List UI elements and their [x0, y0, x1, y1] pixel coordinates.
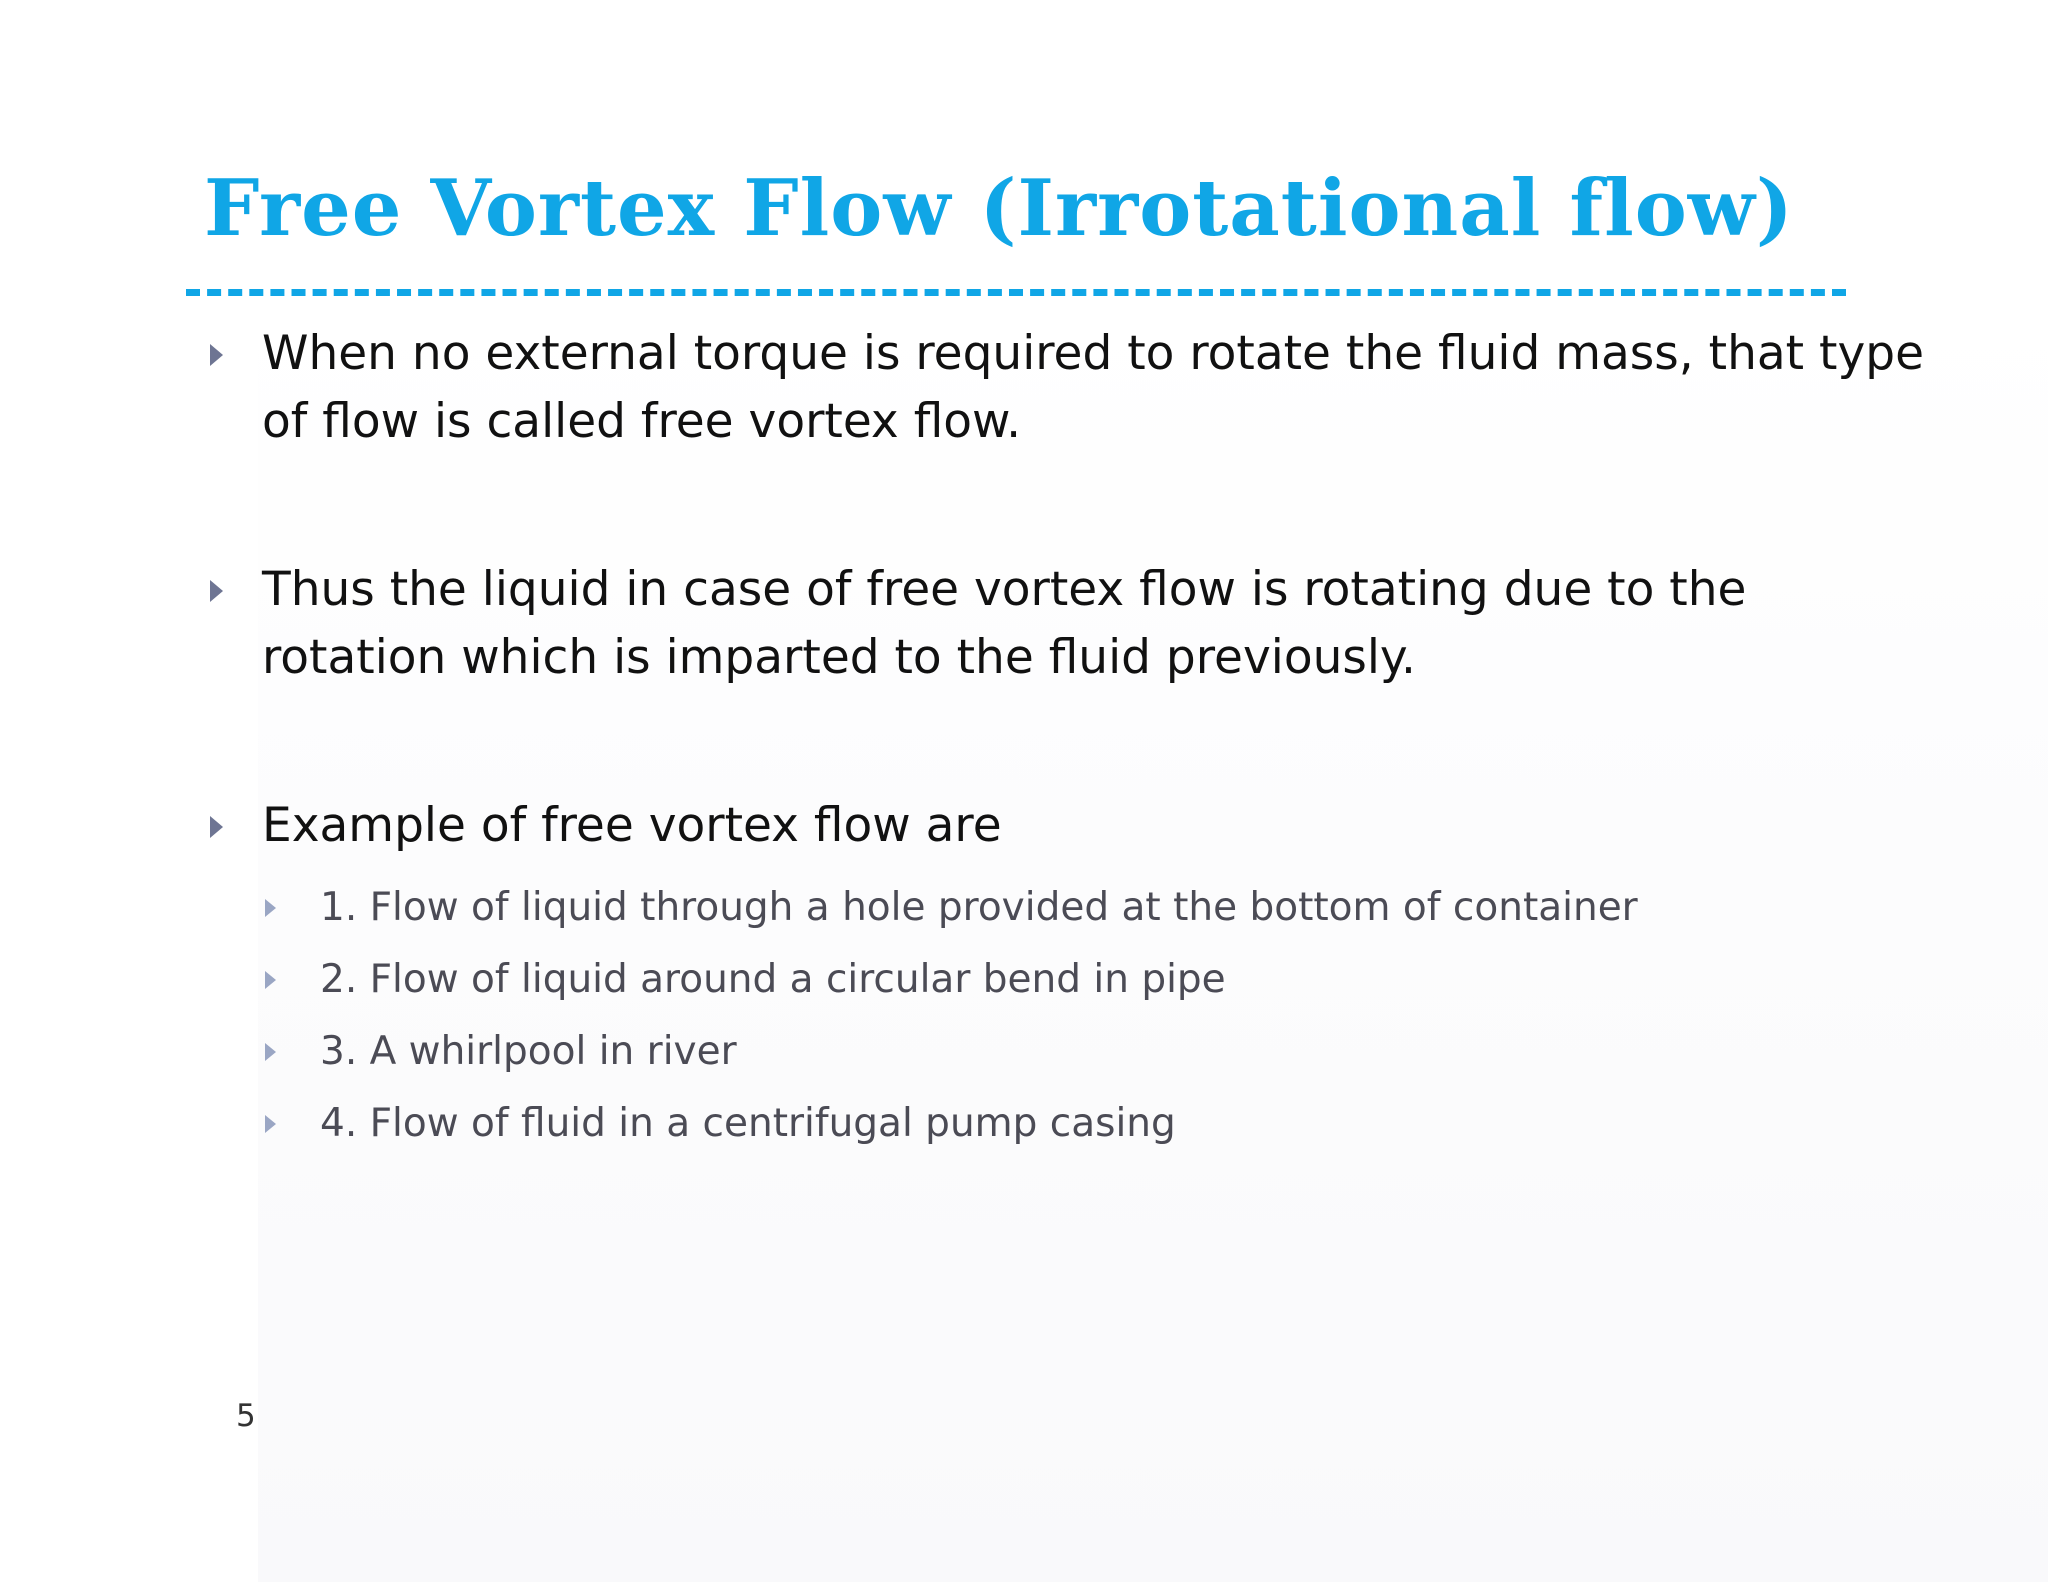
bullet-2 — [200, 556, 1942, 692]
small-triangle-right-icon — [265, 899, 276, 917]
example-text: 4. Flow of fluid in a centrifugal pump casing — [320, 1101, 1176, 1146]
example-text: 3. A whirlpool in river — [320, 1029, 737, 1074]
slide-title: Free Vortex Flow (Irrotational flow) — [204, 163, 1794, 254]
small-triangle-right-icon — [265, 1115, 276, 1133]
bullet-1 — [200, 320, 1942, 456]
example-item — [262, 1016, 1638, 1088]
bullet-text: Example of free vortex flow are — [262, 798, 1002, 853]
example-item — [262, 944, 1638, 1016]
small-triangle-right-icon — [265, 971, 276, 989]
bullet-item — [200, 320, 1942, 456]
triangle-right-icon — [210, 344, 223, 366]
bullet-item — [200, 556, 1942, 692]
bullet-text: When no external torque is required to rotate the fluid mass, that type of flow is called free vortex flow. — [262, 326, 1925, 449]
example-item — [262, 872, 1638, 944]
title-dashed-divider — [186, 289, 1846, 296]
page-number: 5 — [236, 1398, 256, 1434]
example-text: 1. Flow of liquid through a hole provided at the bottom of container — [320, 885, 1638, 930]
bullet-item — [200, 792, 1942, 860]
triangle-right-icon — [210, 816, 223, 838]
example-item — [262, 1088, 1638, 1160]
bullet-3 — [200, 792, 1942, 860]
small-triangle-right-icon — [265, 1043, 276, 1061]
triangle-right-icon — [210, 580, 223, 602]
examples-list — [262, 872, 1638, 1160]
bullet-text: Thus the liquid in case of free vortex flow is rotating due to the rotation which is imparted to the fluid previously. — [262, 562, 1747, 685]
example-text: 2. Flow of liquid around a circular bend in pipe — [320, 957, 1226, 1002]
